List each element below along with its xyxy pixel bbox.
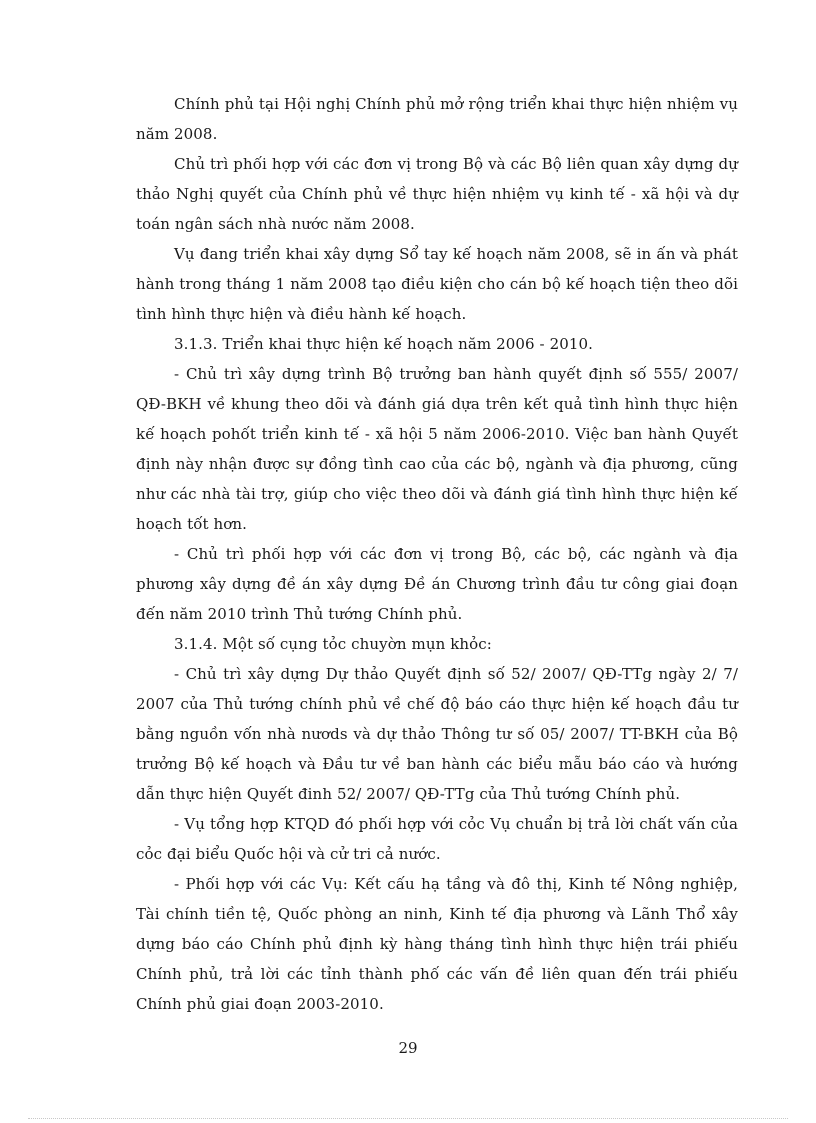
paragraph: Chủ trì phối hợp với các đơn vị trong Bộ và các Bộ liên quan xây dựng dự thảo Nghị quyết của Chính phủ về thực hiện nhiệm vụ kinh tế - xã hội và dự toán ngân sách nhà nước năm 2008. <box>136 155 738 233</box>
paragraph: - Chủ trì xây dựng Dự thảo Quyết định số 52/ 2007/ QĐ-TTg ngày 2/ 7/ 2007 của Thủ tướng chính phủ về chế độ báo cáo thực hiện kế hoạch đầu tư bằng nguồn vốn nhà nươds và dự thảo Thông tư số 05/ 2007/ TT-BKH của Bộ trưởng Bộ kế hoạch và Đầu tư về ban hành các biểu mẫu báo cáo và hướng dẫn thực hiện Quyết đinh 52/ 2007/ QĐ-TTg của Thủ tướng Chính phủ. <box>136 665 738 803</box>
paragraph: - Phối hợp với các Vụ: Kết cấu hạ tầng và đô thị, Kinh tế Nông nghiệp, Tài chính tiền tệ, Quốc phòng an ninh, Kinh tế địa phương và Lãnh Thổ xây dựng báo cáo Chính phủ định kỳ hàng tháng tình hình thực hiện trái phiếu Chính phủ, trả lời các tỉnh thành phố các vấn đề liên quan đến trái phiếu Chính phủ giai đoạn 2003-2010. <box>136 875 738 1013</box>
section-heading: 3.1.4. Một số cụng tỏc chuyờn mụn khỏc: <box>174 635 492 653</box>
paragraph: Vụ đang triển khai xây dựng Sổ tay kế hoạch năm 2008, sẽ in ấn và phát hành trong tháng 1 năm 2008 tạo điều kiện cho cán bộ kế hoạch tiện theo dõi tình hình thực hiện và điều hành kế hoạch. <box>136 245 738 323</box>
paragraph: - Chủ trì phối hợp với các đơn vị trong Bộ, các bộ, các ngành và địa phương xây dựng đề án xây dựng Đề án Chương trình đầu tư công giai đoạn đến năm 2010 trình Thủ tướng Chính phủ. <box>136 545 738 623</box>
paragraph: - Chủ trì xây dựng trình Bộ trưởng ban hành quyết định số 555/ 2007/ QĐ-BKH về khung theo dõi và đánh giá dựa trên kết quả tình hình thực hiện kế hoạch pohốt triển kinh tế - xã hội 5 năm 2006-2010. Việc ban hành Quyết định này nhận được sự đồng tình cao của các bộ, ngành và địa phương, cũng như các nhà tài trợ, giúp cho việc theo dõi và đánh giá tình hình thực hiện kế hoạch tốt hơn. <box>136 365 738 533</box>
page-bottom-divider <box>28 1118 788 1119</box>
section-heading: 3.1.3. Triển khai thực hiện kế hoạch năm 2006 - 2010. <box>174 335 594 353</box>
body-text <box>136 89 738 1019</box>
paragraph: Chính phủ tại Hội nghị Chính phủ mở rộng triển khai thực hiện nhiệm vụ năm 2008. <box>136 95 738 143</box>
paragraph: - Vụ tổng hợp KTQD đó phối hợp với cỏc Vụ chuẩn bị trả lời chất vấn của cỏc đại biểu Quốc hội và cử tri cả nước. <box>136 815 738 863</box>
page-number: 29 <box>398 1039 418 1057</box>
